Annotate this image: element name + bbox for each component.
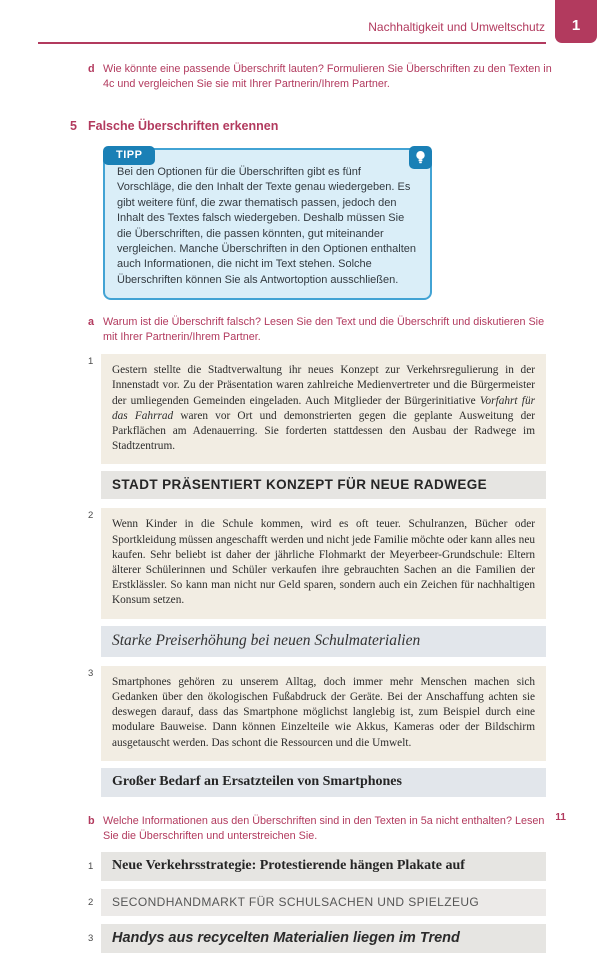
chapter-number-tab bbox=[555, 0, 597, 43]
reading-text-1-italic: Vorfahrt für das Fahrrad bbox=[112, 394, 535, 422]
reading-text-3-number: 3 bbox=[88, 667, 94, 679]
reading-text-1 bbox=[70, 354, 563, 464]
headline-option-3-number: 3 bbox=[88, 932, 94, 944]
headline-3-row bbox=[70, 768, 563, 797]
task-a-text: Warum ist die Überschrift falsch? Lesen Sie den Text und die Überschrift und diskutieren Sie mit Ihrer Partnerin/Ihrem Partner. bbox=[103, 316, 545, 344]
task-b-text: Welche Informationen aus den Überschriften sind in den Texten in 5a nicht enthalten? Lesen Sie die Überschriften und unterstreichen Sie. bbox=[103, 814, 545, 842]
headline-2-row bbox=[70, 626, 563, 657]
page-content bbox=[70, 62, 563, 953]
headline-option-3 bbox=[70, 924, 563, 953]
headline-option-2-text: SECONDHANDMARKT FÜR SCHULSACHEN UND SPIELZEUG bbox=[101, 889, 546, 916]
spacer bbox=[70, 768, 101, 797]
page-header-title: Nachhaltigkeit und Umweltschutz bbox=[368, 20, 545, 34]
reading-text-2-number: 2 bbox=[88, 510, 94, 522]
tip-label: TIPP bbox=[103, 146, 155, 165]
reading-text-2-headline: Starke Preiserhöhung bei neuen Schulmaterialien bbox=[101, 626, 546, 657]
headline-1-row bbox=[70, 471, 563, 499]
headline-option-1 bbox=[70, 852, 563, 881]
lightbulb-icon bbox=[409, 146, 432, 169]
tip-text: Bei den Optionen für die Überschriften gibt es fünf Vorschläge, die den Inhalt der Texte genau wiedergeben. Es gibt weitere fünf, die zwar thematisch passen, jedoch den Inhalt des Textes falsch wiedergeben. Deshalb müssen Sie die Überschriften, die passen könnten, gut miteinander vergleichen. Manche Überschriften in den Optionen enthalten auch Informationen, die nicht im Text stehen. Solche Überschriften können Sie als Antwortoption ausschließen. bbox=[117, 166, 417, 286]
reading-text-1-body bbox=[101, 354, 546, 464]
task-b bbox=[70, 814, 563, 844]
headline-option-2-number: 2 bbox=[88, 896, 94, 908]
tip-box bbox=[103, 148, 432, 300]
headline-option-1-text: Neue Verkehrsstrategie: Protestierende hängen Plakate auf bbox=[101, 852, 546, 881]
task-b-label: b bbox=[88, 814, 95, 827]
headline-option-3-text: Handys aus recycelten Materialien liegen im Trend bbox=[101, 924, 546, 953]
spacer bbox=[70, 471, 101, 499]
task-a bbox=[70, 315, 563, 345]
page-number: 11 bbox=[555, 812, 566, 823]
reading-text-3-body: Smartphones gehören zu unserem Alltag, doch immer mehr Menschen machen sich Gedanken über den ökologischen Fußabdruck der Geräte. Bei der Anschaffung achten sie deswegen darauf, dass das Smartphone möglichst langlebig ist, zum Beispiel durch eine modulare Bauweise. Dann können Einzelteile wie Akkus, Kameras oder der Bildschirm ausgetauscht werden. Das schont die Ressourcen und die Umwelt. bbox=[101, 666, 546, 761]
reading-text-1-headline: STADT PRÄSENTIERT KONZEPT FÜR NEUE RADWEGE bbox=[101, 471, 546, 499]
task-d-label: d bbox=[88, 63, 95, 75]
reading-text-1-number: 1 bbox=[88, 356, 94, 368]
headline-option-1-number: 1 bbox=[88, 860, 94, 872]
task-d bbox=[70, 62, 563, 92]
reading-text-1-part2: waren vor Ort und demonstrierten gegen die geplante Ausweitung der Parkflächen am Adenauerring. Sie forderten stattdessen den Ausbau der Radwege im Stadtzentrum. bbox=[112, 409, 535, 453]
section-5-number: 5 bbox=[70, 119, 77, 133]
task-a-label: a bbox=[88, 316, 95, 329]
spacer bbox=[70, 626, 101, 657]
reading-text-3 bbox=[70, 666, 563, 761]
section-5-heading bbox=[70, 118, 563, 134]
reading-text-2 bbox=[70, 508, 563, 618]
chapter-number: 1 bbox=[571, 17, 581, 34]
section-5-title: Falsche Überschriften erkennen bbox=[88, 119, 279, 133]
reading-text-2-body: Wenn Kinder in die Schule kommen, wird es oft teuer. Schulranzen, Bücher oder Sportkleidung müssen angeschafft werden und nicht jede Familie möchte oder kann alles neu kaufen. Sehr beliebt ist daher der jährliche Flohmarkt der Meyerbeer-Grundschule: Eltern älterer Schülerinnen und Schüler verkaufen ihre gebrauchten Sachen an die Familien der Erstklässler. So kann man nicht nur Geld sparen, sondern auch ein Zeichen für nachhaltigen Konsum setzen. bbox=[101, 508, 546, 618]
task-d-text: Wie könnte eine passende Überschrift lauten? Formulieren Sie Überschriften zu den Texten in 4c und vergleichen Sie sie mit Ihrer Partnerin/Ihrem Partner. bbox=[103, 63, 552, 90]
reading-text-3-headline: Großer Bedarf an Ersatzteilen von Smartphones bbox=[101, 768, 546, 797]
headline-option-2 bbox=[70, 889, 563, 916]
header-rule bbox=[38, 42, 546, 44]
reading-text-1-part1: Gestern stellte die Stadtverwaltung ihr neues Konzept zur Verkehrsregulierung in der Innenstadt vor. Zu der Präsentation waren zahlreiche Medienvertreter und die Bürgermeister der umliegenden Gemeinden eingeladen. Auch Mitglieder der Bürgerinitiative bbox=[112, 364, 535, 407]
